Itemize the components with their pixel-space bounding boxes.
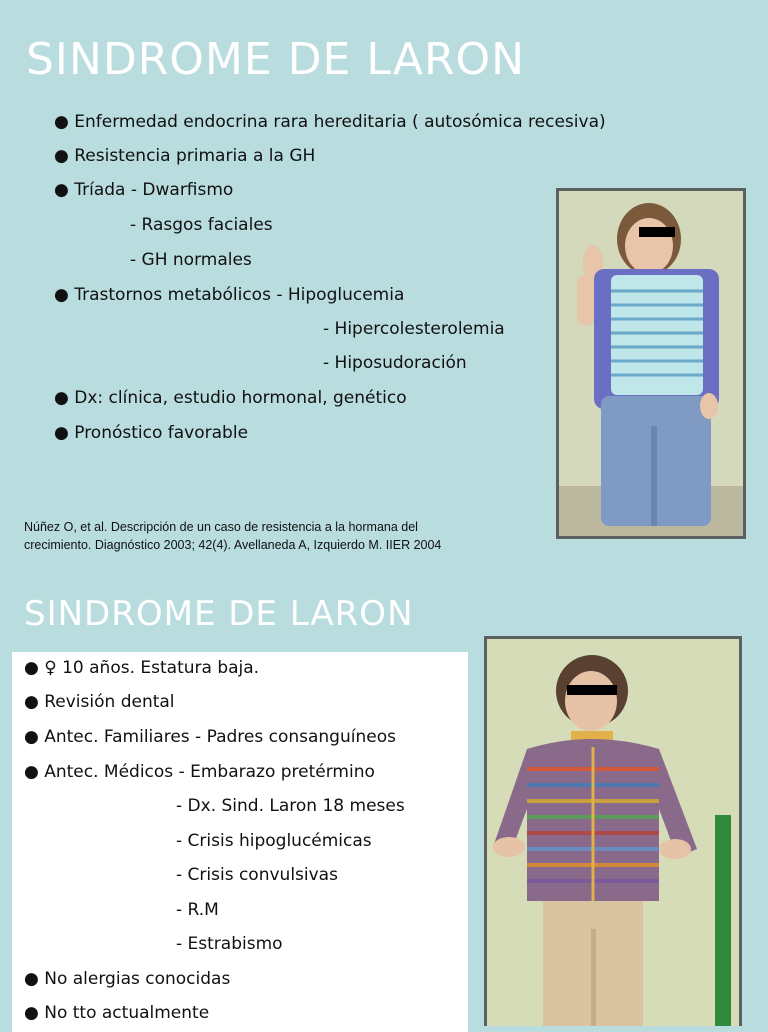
bullet-revision: ● Revisión dental	[24, 692, 175, 712]
patient-photo-1	[556, 188, 746, 539]
bullet-sexo-edad: ● ♀ 10 años. Estatura baja.	[24, 658, 260, 678]
bullet-alergias: ● No alergias conocidas	[24, 969, 231, 989]
triada-rasgos: - Rasgos faciales	[130, 215, 273, 235]
bullet-antec-medicos: ● Antec. Médicos - Embarazo pretérmino	[24, 762, 375, 782]
bullet-triada: ● Tríada - Dwarfismo	[54, 180, 234, 200]
child-with-backpack-illustration	[559, 191, 743, 536]
bullet-antec-familiares: ● Antec. Familiares - Padres consanguíneos	[24, 727, 396, 747]
bullet-pronostico: ● Pronóstico favorable	[54, 423, 249, 443]
medico-estrabismo: - Estrabismo	[176, 934, 283, 954]
medico-crisis-convulsivas: - Crisis convulsivas	[176, 865, 338, 885]
patient-photo-2	[484, 636, 742, 1026]
trastorno-hiposudoracion: - Hiposudoración	[323, 353, 467, 373]
trastorno-hipercolesterolemia: - Hipercolesterolemia	[323, 319, 505, 339]
medico-rm: - R.M	[176, 900, 219, 920]
child-with-sweater-illustration	[487, 639, 739, 1026]
bullet-dx: ● Dx: clínica, estudio hormonal, genético	[54, 388, 407, 408]
reference-citation	[24, 518, 441, 554]
slide-1-title: SINDROME DE LARON	[26, 34, 526, 85]
reference-line-1: Núñez O, et al. Descripción de un caso de resistencia a la hormana del	[24, 520, 418, 534]
triada-gh: - GH normales	[130, 250, 252, 270]
medico-dx: - Dx. Sind. Laron 18 meses	[176, 796, 405, 816]
bullet-tratamiento: ● No tto actualmente	[24, 1003, 210, 1023]
slide-2-title: SINDROME DE LARON	[24, 594, 414, 634]
bullet-resistencia: ● Resistencia primaria a la GH	[54, 146, 316, 166]
bullet-enfermedad: ● Enfermedad endocrina rara hereditaria ( autosómica recesiva)	[54, 112, 606, 132]
reference-line-2: crecimiento. Diagnóstico 2003; 42(4). Avellaneda A, Izquierdo M. IIER 2004	[24, 538, 442, 552]
medico-crisis-hipoglucemicas: - Crisis hipoglucémicas	[176, 831, 372, 851]
slide-2	[0, 570, 768, 1024]
bullet-trastornos: ● Trastornos metabólicos - Hipoglucemia	[54, 285, 405, 305]
